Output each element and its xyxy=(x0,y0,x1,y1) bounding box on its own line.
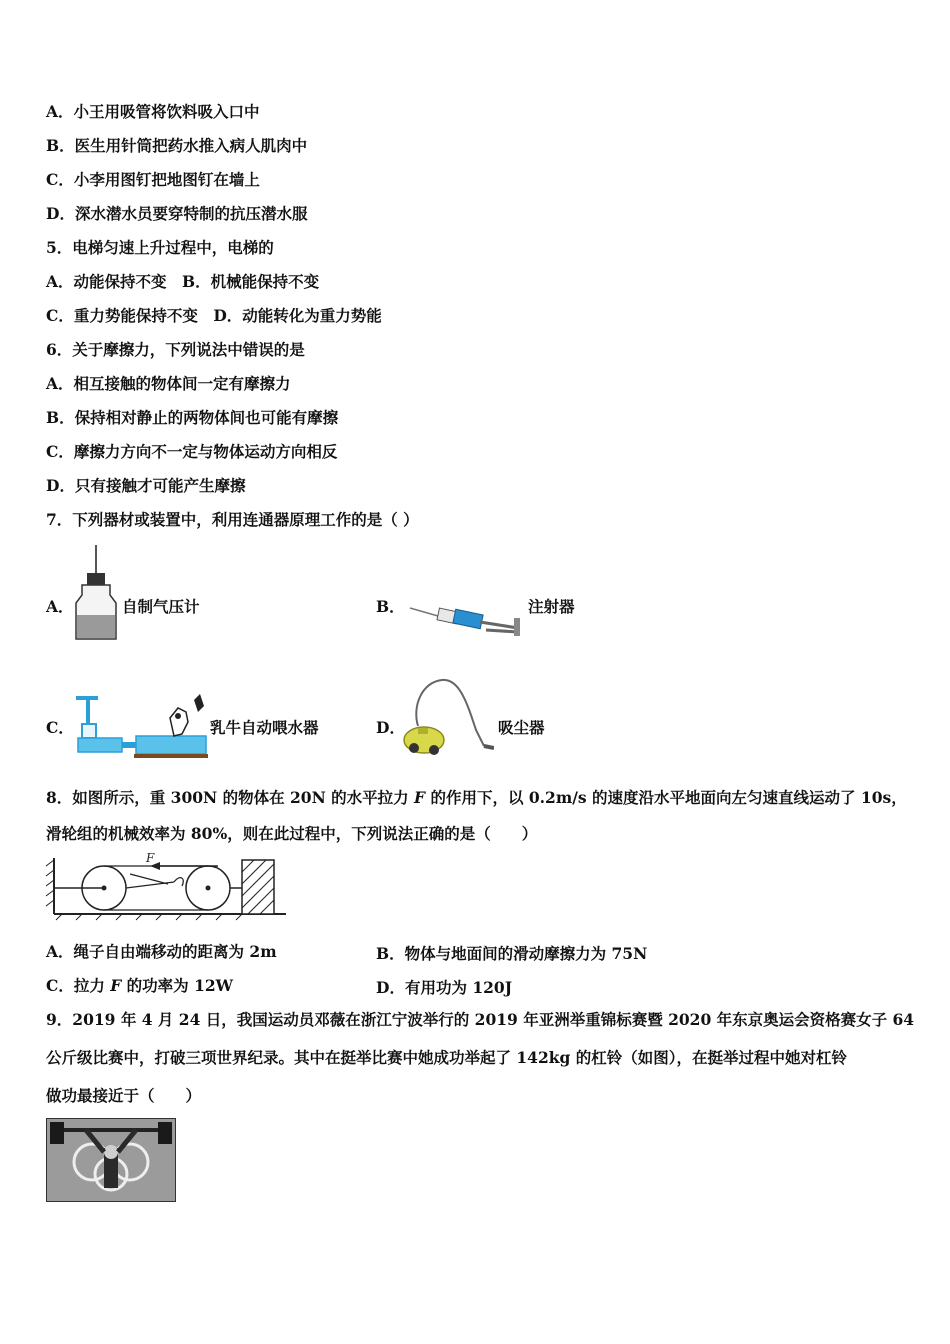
pulley-system-figure xyxy=(42,852,290,924)
barometer-figure xyxy=(70,543,122,643)
q5-options-row1: A．动能保持不变 B．机械能保持不变 xyxy=(46,272,320,291)
q5-options-row2: C．重力势能保持不变 D．动能转化为重力势能 xyxy=(46,306,382,325)
cow-feeder-figure xyxy=(74,692,208,762)
q7-option-d-tag: D． xyxy=(376,718,405,737)
vacuum-cleaner-figure xyxy=(402,676,494,758)
q9-stem-line1: 9．2019 年 4 月 24 日，我国运动员邓薇在浙江宁波举行的 2019 年亚洲举重锦标赛暨 2020 年东京奥运会资格赛女子 64 xyxy=(46,1010,915,1029)
q4-option-a: A．小王用吸管将饮料吸入口中 xyxy=(46,102,260,121)
q8-option-c-part1: C．拉力 xyxy=(46,976,105,995)
q7-option-c-label: 乳牛自动喂水器 xyxy=(210,718,319,737)
q7-option-b-label: 注射器 xyxy=(528,597,575,616)
q7-option-b-tag: B． xyxy=(376,597,405,616)
q8-stem-line2: 滑轮组的机械效率为 80%，则在此过程中，下列说法正确的是（ ） xyxy=(46,824,538,843)
pulley-force-label: F xyxy=(146,852,155,865)
q8-option-b: B．物体与地面间的滑动摩擦力为 75N xyxy=(376,944,648,963)
weightlifter-photo xyxy=(46,1118,176,1202)
q8-option-d: D．有用功为 120J xyxy=(376,978,513,997)
q6-option-d: D．只有接触才可能产生摩擦 xyxy=(46,476,246,495)
q8-force-var: F xyxy=(414,788,426,807)
q4-option-b: B．医生用针筒把药水推入病人肌肉中 xyxy=(46,136,308,155)
q8-option-c-part2: 的功率为 12W xyxy=(126,976,234,995)
q9-stem-line2: 公斤级比赛中，打破三项世界纪录。其中在挺举比赛中她成功举起了 142kg 的杠铃（如图），在挺举过程中她对杠铃 xyxy=(46,1048,847,1067)
q6-option-a: A．相互接触的物体间一定有摩擦力 xyxy=(46,374,291,393)
q8-option-c-var: F xyxy=(110,976,122,995)
q7-stem: 7．下列器材或装置中，利用连通器原理工作的是（ ） xyxy=(46,510,419,529)
q9-stem-line3: 做功最接近于（ ） xyxy=(46,1086,202,1105)
q5-stem: 5．电梯匀速上升过程中，电梯的 xyxy=(46,238,274,257)
q8-option-c xyxy=(46,976,233,996)
q8-stem-line1 xyxy=(46,788,907,808)
q6-option-c: C．摩擦力方向不一定与物体运动方向相反 xyxy=(46,442,338,461)
q6-option-b: B．保持相对静止的两物体间也可能有摩擦 xyxy=(46,408,339,427)
q6-stem: 6．关于摩擦力，下列说法中错误的是 xyxy=(46,340,305,359)
q7-option-c-tag: C． xyxy=(46,718,74,737)
q8-option-a: A．绳子自由端移动的距离为 2m xyxy=(46,942,277,961)
q8-stem-part2: 的作用下，以 0.2m/s 的速度沿水平地面向左匀速直线运动了 10s， xyxy=(430,788,907,807)
q8-stem-part1: 8．如图所示，重 300N 的物体在 20N 的水平拉力 xyxy=(46,788,409,807)
q4-option-d: D．深水潜水员要穿特制的抗压潜水服 xyxy=(46,204,308,223)
q4-option-c: C．小李用图钉把地图钉在墙上 xyxy=(46,170,260,189)
syringe-figure xyxy=(408,600,523,640)
q7-option-d-label: 吸尘器 xyxy=(498,718,545,737)
q7-option-a-tag: A． xyxy=(46,597,74,616)
q7-option-a-label: 自制气压计 xyxy=(122,597,200,616)
